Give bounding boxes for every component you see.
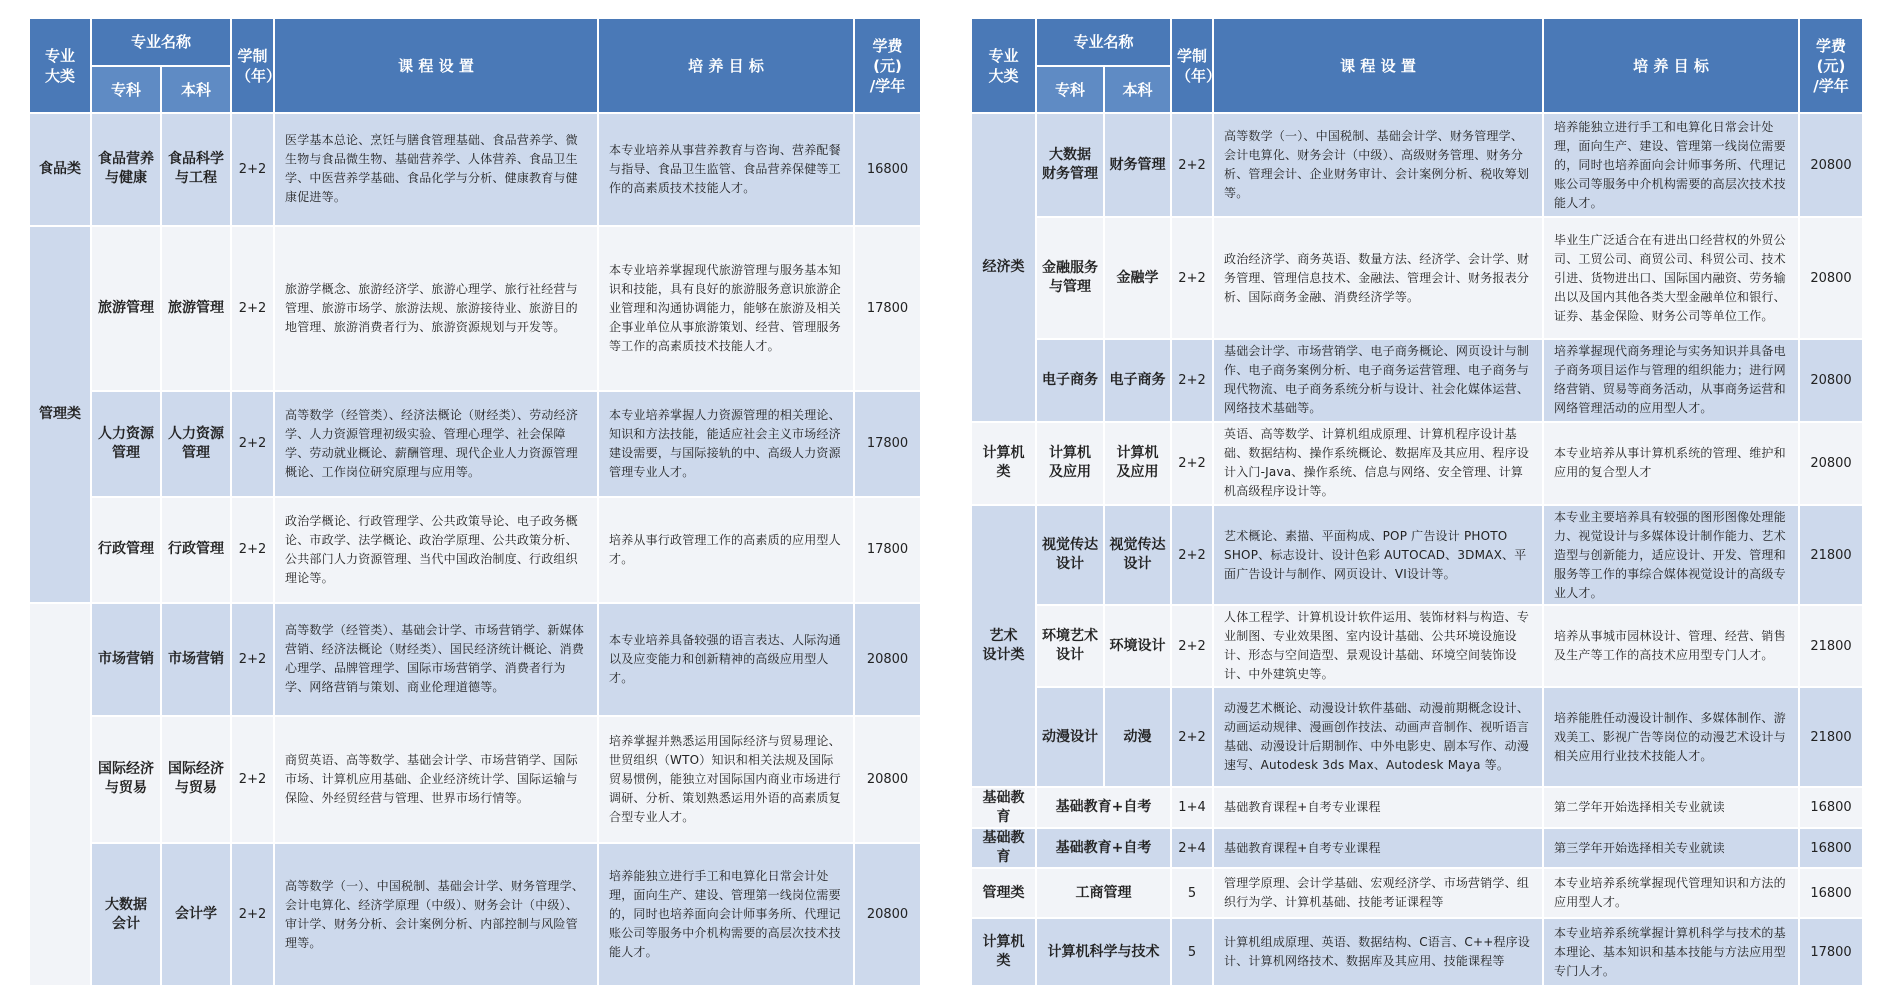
major-zk: 旅游管理: [91, 226, 161, 392]
category-cell: 管理类: [29, 226, 91, 604]
courses-cell: 高等数学（一）、中国税制、基础会计学、财务管理学、会计电算化、经济学原理（中级）、财务会计（中级）、审计学、财务分析、会计案例分析、内部控制与风险管理等。: [274, 843, 598, 986]
fee-cell: 17800: [854, 391, 921, 496]
table-row: [971, 918, 1863, 986]
header-fee: 学费(元) /学年: [1799, 18, 1863, 113]
fee-cell: 20800: [854, 603, 921, 716]
years-cell: 2+2: [1171, 605, 1213, 687]
goal-cell: 培养从事行政管理工作的高素质的应用型人才。: [598, 497, 854, 603]
courses-cell: 旅游学概念、旅游经济学、旅游心理学、旅行社经营与管理、旅游市场学、旅游法规、旅游接待业、旅游目的地管理、旅游消费者行为、旅游资源规划与开发等。: [274, 226, 598, 392]
fee-cell: 16800: [1799, 868, 1863, 918]
table-row: [971, 828, 1863, 869]
major-bk: 计算机 及应用: [1104, 422, 1171, 505]
goal-cell: 培养能胜任动漫设计制作、多媒体制作、游戏美工、影视广告等岗位的动漫艺术设计与相关应用行业技术技能人才。: [1543, 687, 1799, 787]
header-zk: 专科: [91, 66, 161, 113]
major-bk: 财务管理: [1104, 113, 1171, 217]
goal-cell: 培养从事城市园林设计、管理、经营、销售及生产等工作的高技术应用型专门人才。: [1543, 605, 1799, 687]
major-name: 计算机科学与技术: [1036, 918, 1171, 986]
table-row: [971, 113, 1863, 217]
years-cell: 2+2: [1171, 217, 1213, 339]
years-cell: 2+4: [1171, 828, 1213, 869]
years-cell: 2+2: [231, 716, 274, 844]
major-zk: 市场营销: [91, 603, 161, 716]
courses-cell: 高等数学（经管类）、基础会计学、市场营销学、新媒体营销、经济法概论（财经类）、国民经济统计概论、消费心理学、品牌管理学、国际市场营销学、消费者行为学、网络营销与策划、商业伦理道德等。: [274, 603, 598, 716]
table-row: [971, 422, 1863, 505]
fee-cell: 21800: [1799, 687, 1863, 787]
major-zk: 金融服务 与管理: [1036, 217, 1104, 339]
major-bk: 行政管理: [161, 497, 231, 603]
category-cell: 计算机类: [971, 918, 1036, 986]
table-row: [29, 226, 921, 392]
category-cell: 基础教育: [971, 787, 1036, 828]
years-cell: 2+2: [1171, 505, 1213, 605]
table-row: [971, 605, 1863, 687]
years-cell: 2+2: [1171, 422, 1213, 505]
category-cell: 基础教育: [971, 828, 1036, 869]
courses-cell: 动漫艺术概论、动漫设计软件基础、动漫前期概念设计、动画运动规律、漫画创作技法、动画声音制作、视听语言基础、动漫设计后期制作、中外电影史、剧本写作、动漫速写、Autodesk 3ds Max、Autodesk Maya 等。: [1213, 687, 1543, 787]
courses-cell: 基础教育课程+自考专业课程: [1213, 828, 1543, 869]
years-cell: 2+2: [231, 603, 274, 716]
category-cell: 管理类: [971, 868, 1036, 918]
years-cell: 2+2: [1171, 687, 1213, 787]
header-category: 专业 大类: [971, 18, 1036, 113]
header-goal: 培 养 目 标: [598, 18, 854, 113]
goal-cell: 第二学年开始选择相关专业就读: [1543, 787, 1799, 828]
courses-cell: 政治学概论、行政管理学、公共政策导论、电子政务概论、市政学、法学概论、政治学原理、公共政策分析、公共部门人力资源管理、当代中国政治制度、行政组织理论等。: [274, 497, 598, 603]
fee-cell: 17800: [854, 497, 921, 603]
courses-cell: 商贸英语、高等数学、基础会计学、市场营销学、国际市场、计算机应用基础、企业经济统计学、国际运输与保险、外经贸经营与管理、世界市场行情等。: [274, 716, 598, 844]
major-zk: 国际经济 与贸易: [91, 716, 161, 844]
goal-cell: 本专业培养掌握人力资源管理的相关理论、知识和方法技能，能适应社会主义市场经济建设需要，与国际接轨的中、高级人力资源管理专业人才。: [598, 391, 854, 496]
years-cell: 2+2: [1171, 339, 1213, 422]
major-bk: 市场营销: [161, 603, 231, 716]
courses-cell: 医学基本总论、烹饪与膳食管理基础、食品营养学、微生物与食品微生物、基础营养学、人体营养、食品卫生学、中医营养学基础、食品化学与分析、健康教育与健康促进等。: [274, 113, 598, 226]
fee-cell: 16800: [854, 113, 921, 226]
major-bk: 旅游管理: [161, 226, 231, 392]
major-name: 基础教育+自考: [1036, 828, 1171, 869]
courses-cell: 艺术概论、素描、平面构成、POP 广告设计 PHOTO SHOP、标志设计、设计色彩 AUTOCAD、3DMAX、平面广告设计与制作、网页设计、VI设计等。: [1213, 505, 1543, 605]
goal-cell: 本专业培养掌握现代旅游管理与服务基本知识和技能，具有良好的旅游服务意识旅游企业管理和沟通协调能力，能够在旅游及相关企事业单位从事旅游策划、经营、管理服务等工作的高素质技术技能人才。: [598, 226, 854, 392]
header-bk: 本科: [1104, 66, 1171, 113]
fee-cell: 16800: [1799, 828, 1863, 869]
goal-cell: 培养掌握现代商务理论与实务知识并具备电子商务项目运作与管理的组织能力；进行网络营销、贸易等商务活动，从事商务运营和网络管理活动的应用型人才。: [1543, 339, 1799, 422]
major-bk: 会计学: [161, 843, 231, 986]
courses-cell: 英语、高等数学、计算机组成原理、计算机程序设计基础、数据结构、操作系统概论、数据库及其应用、程序设计入门-Java、操作系统、信息与网络、安全管理、计算机高级程序设计等。: [1213, 422, 1543, 505]
major-bk: 国际经济 与贸易: [161, 716, 231, 844]
years-cell: 2+2: [231, 226, 274, 392]
header-years: 学制 （年）: [1171, 18, 1213, 113]
table-row: [29, 603, 921, 716]
table-row: [29, 716, 921, 844]
major-zk: 动漫设计: [1036, 687, 1104, 787]
table-row: [29, 843, 921, 986]
header-fee: 学费(元) /学年: [854, 18, 921, 113]
goal-cell: 毕业生广泛适合在有进出口经营权的外贸公司、工贸公司、商贸公司、科贸公司、技术引进、货物进出口、国际国内融资、劳务输出以及国内其他各类大型金融单位和银行、证券、基金保险、财务公司等单位工作。: [1543, 217, 1799, 339]
header-courses: 课 程 设 置: [274, 18, 598, 113]
table-row: [29, 497, 921, 603]
major-bk: 视觉传达 设计: [1104, 505, 1171, 605]
courses-cell: 管理学原理、会计学基础、宏观经济学、市场营销学、组织行为学、计算机基础、技能考证课程等: [1213, 868, 1543, 918]
years-cell: 2+2: [231, 497, 274, 603]
courses-cell: 人体工程学、计算机设计软件运用、装饰材料与构造、专业制图、专业效果图、室内设计基础、公共环境设施设计、形态与空间造型、景观设计基础、环境空间装饰设计、中外建筑史等。: [1213, 605, 1543, 687]
goal-cell: 培养掌握并熟悉运用国际经济与贸易理论、世贸组织（WTO）知识和相关法规及国际贸易惯例，能独立对国际国内商业市场进行调研、分析、策划熟悉运用外语的高素质复合型专业人才。: [598, 716, 854, 844]
major-zk: 计算机 及应用: [1036, 422, 1104, 505]
courses-cell: 政治经济学、商务英语、数量方法、经济学、会计学、财务管理、管理信息技术、金融法、管理会计、财务报表分析、国际商务金融、消费经济学等。: [1213, 217, 1543, 339]
fee-cell: 20800: [1799, 113, 1863, 217]
table-row: [29, 391, 921, 496]
years-cell: 5: [1171, 918, 1213, 986]
years-cell: 2+2: [231, 843, 274, 986]
major-bk: 金融学: [1104, 217, 1171, 339]
goal-cell: 本专业培养具备较强的语言表达、人际沟通以及应变能力和创新精神的高级应用型人才。: [598, 603, 854, 716]
courses-cell: 高等数学（经管类）、经济法概论（财经类）、劳动经济学、人力资源管理初级实验、管理心理学、社会保障学、劳动就业概论、薪酬管理、现代企业人力资源管理概论、工作岗位研究原理与应用等。: [274, 391, 598, 496]
category-cell: [29, 603, 91, 986]
goal-cell: 本专业培养系统掌握计算机科学与技术的基本理论、基本知识和基本技能与方法应用型专门人才。: [1543, 918, 1799, 986]
left-table: [28, 17, 922, 987]
goal-cell: 第三学年开始选择相关专业就读: [1543, 828, 1799, 869]
header-courses: 课 程 设 置: [1213, 18, 1543, 113]
major-name: 基础教育+自考: [1036, 787, 1171, 828]
major-bk: 动漫: [1104, 687, 1171, 787]
courses-cell: 高等数学（一）、中国税制、基础会计学、财务管理学、会计电算化、财务会计（中级）、高级财务管理、财务分析、管理会计、企业财务审计、会计案例分析、税收筹划等。: [1213, 113, 1543, 217]
major-bk: 环境设计: [1104, 605, 1171, 687]
header-zk: 专科: [1036, 66, 1104, 113]
years-cell: 2+2: [1171, 113, 1213, 217]
goal-cell: 本专业培养从事营养教育与咨询、营养配餐与指导、食品卫生监管、食品营养保健等工作的高素质技术技能人才。: [598, 113, 854, 226]
category-cell: 食品类: [29, 113, 91, 226]
goal-cell: 本专业主要培养具有较强的图形图像处理能力、视觉设计与多媒体设计制作能力、艺术造型与创新能力，适应设计、开发、管理和服务等工作的事综合媒体视觉设计的高级专业人才。: [1543, 505, 1799, 605]
goal-cell: 本专业培养从事计算机系统的管理、维护和应用的复合型人才: [1543, 422, 1799, 505]
category-cell: 计算机类: [971, 422, 1036, 505]
goal-cell: 本专业培养系统掌握现代管理知识和方法的应用型人才。: [1543, 868, 1799, 918]
header-years: 学制 （年）: [231, 18, 274, 113]
major-zk: 视觉传达 设计: [1036, 505, 1104, 605]
years-cell: 2+2: [231, 391, 274, 496]
fee-cell: 20800: [1799, 217, 1863, 339]
fee-cell: 21800: [1799, 505, 1863, 605]
years-cell: 2+2: [231, 113, 274, 226]
header-goal: 培 养 目 标: [1543, 18, 1799, 113]
table-row: [971, 687, 1863, 787]
fee-cell: 20800: [854, 716, 921, 844]
fee-cell: 20800: [1799, 422, 1863, 505]
fee-cell: 21800: [1799, 605, 1863, 687]
major-zk: 电子商务: [1036, 339, 1104, 422]
courses-cell: 基础会计学、市场营销学、电子商务概论、网页设计与制作、电子商务案例分析、电子商务运营管理、电子商务与现代物流、电子商务系统分析与设计、社会化媒体运营、网络技术基础等。: [1213, 339, 1543, 422]
category-cell: 经济类: [971, 113, 1036, 422]
fee-cell: 17800: [854, 226, 921, 392]
goal-cell: 培养能独立进行手工和电算化日常会计处理，面向生产、建设、管理第一线岗位需要的，同时也培养面向会计师事务所、代理记账公司等服务中介机构需要的高层次技术技能人才。: [1543, 113, 1799, 217]
major-bk: 人力资源 管理: [161, 391, 231, 496]
fee-cell: 20800: [854, 843, 921, 986]
fee-cell: 16800: [1799, 787, 1863, 828]
courses-cell: 计算机组成原理、英语、数据结构、C语言、C++程序设计、计算机网络技术、数据库及其应用、技能课程等: [1213, 918, 1543, 986]
major-zk: 大数据 会计: [91, 843, 161, 986]
years-cell: 1+4: [1171, 787, 1213, 828]
goal-cell: 培养能独立进行手工和电算化日常会计处理，面向生产、建设、管理第一线岗位需要的，同时也培养面向会计师事务所、代理记账公司等服务中介机构需要的高层次技术技能人才。: [598, 843, 854, 986]
fee-cell: 17800: [1799, 918, 1863, 986]
header-category: 专业 大类: [29, 18, 91, 113]
header-major: 专业名称: [91, 18, 231, 66]
header-bk: 本科: [161, 66, 231, 113]
major-zk: 食品营养 与健康: [91, 113, 161, 226]
table-row: [971, 505, 1863, 605]
courses-cell: 基础教育课程+自考专业课程: [1213, 787, 1543, 828]
table-row: [971, 787, 1863, 828]
major-bk: 电子商务: [1104, 339, 1171, 422]
right-table: [970, 17, 1864, 987]
major-zk: 人力资源 管理: [91, 391, 161, 496]
table-row: [971, 217, 1863, 339]
fee-cell: 20800: [1799, 339, 1863, 422]
years-cell: 5: [1171, 868, 1213, 918]
major-bk: 食品科学 与工程: [161, 113, 231, 226]
major-zk: 大数据 财务管理: [1036, 113, 1104, 217]
major-zk: 行政管理: [91, 497, 161, 603]
major-name: 工商管理: [1036, 868, 1171, 918]
category-cell: 艺术 设计类: [971, 505, 1036, 788]
table-row: [971, 339, 1863, 422]
table-row: [971, 868, 1863, 918]
table-row: [29, 113, 921, 226]
major-zk: 环境艺术 设计: [1036, 605, 1104, 687]
header-major: 专业名称: [1036, 18, 1171, 66]
